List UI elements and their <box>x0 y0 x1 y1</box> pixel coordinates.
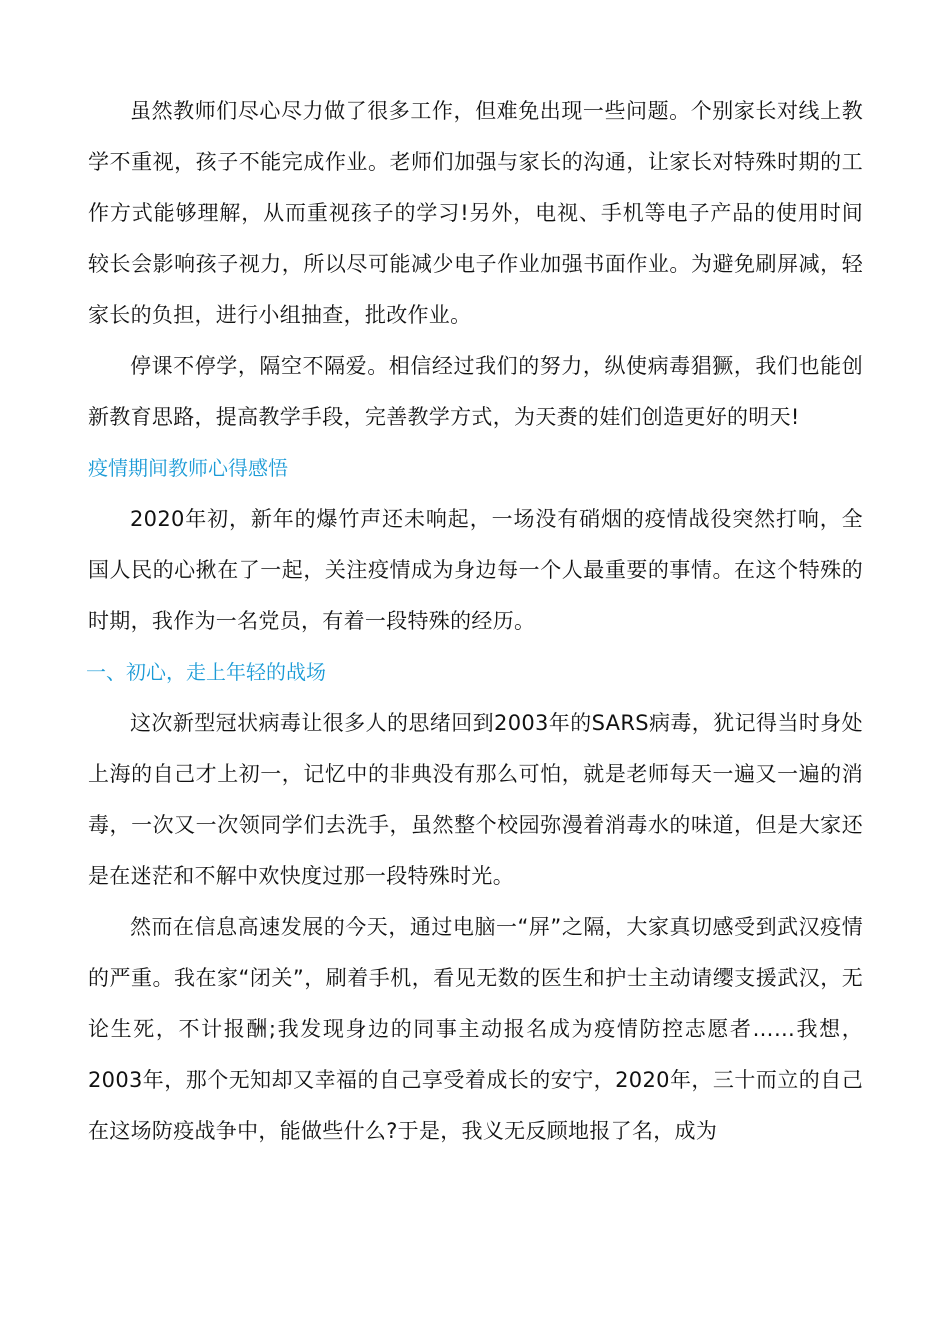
paragraph-intro: 2020年初，新年的爆竹声还未响起，一场没有硝烟的疫情战役突然打响，全国人民的心揪在了一起，关注疫情成为身边每一个人最重要的事情。在这个特殊的时期，我作为一名党员，有着一段特殊的经历。 <box>88 507 863 633</box>
paragraph-sars-memory: 这次新型冠状病毒让很多人的思绪回到2003年的SARS病毒，犹记得当时身处上海的自己才上初一，记忆中的非典没有那么可怕，就是老师每天一遍又一遍的消毒，一次又一次领同学们去洗手，虽然整个校园弥漫着消毒水的味道，但是大家还是在迷茫和不解中欢快度过那一段特殊时光。 <box>88 711 863 888</box>
document-page <box>88 86 863 1157</box>
article-title: 疫情期间教师心得感悟 <box>88 456 288 480</box>
paragraph-no-suspension: 停课不停学，隔空不隔爱。相信经过我们的努力，纵使病毒猖獗，我们也能创新教育思路，提高教学手段，完善教学方式，为天赉的娃们创造更好的明天! <box>88 354 863 429</box>
paragraph-teacher-work: 虽然教师们尽心尽力做了很多工作，但难免出现一些问题。个别家长对线上教学不重视，孩子不能完成作业。老师们加强与家长的沟通，让家长对特殊时期的工作方式能够理解，从而重视孩子的学习!另外，电视、手机等电子产品的使用时间较长会影响孩子视力，所以尽可能减少电子作业加强书面作业。为避免刷屏减，轻家长的负担，进行小组抽查，批改作业。 <box>88 99 863 327</box>
paragraph-volunteer: 然而在信息高速发展的今天，通过电脑一“屏”之隔，大家真切感受到武汉疫情的严重。我在家“闭关”，刷着手机，看见无数的医生和护士主动请缨支援武汉，无论生死，不计报酬;我发现身边的同事主动报名成为疫情防控志愿者……我想，2003年，那个无知却又幸福的自己享受着成长的安宁，2020年，三十而立的自己在这场防疫战争中，能做些什么?于是，我义无反顾地报了名，成为 <box>88 915 863 1143</box>
section-heading: 一、初心，走上年轻的战场 <box>86 660 326 684</box>
